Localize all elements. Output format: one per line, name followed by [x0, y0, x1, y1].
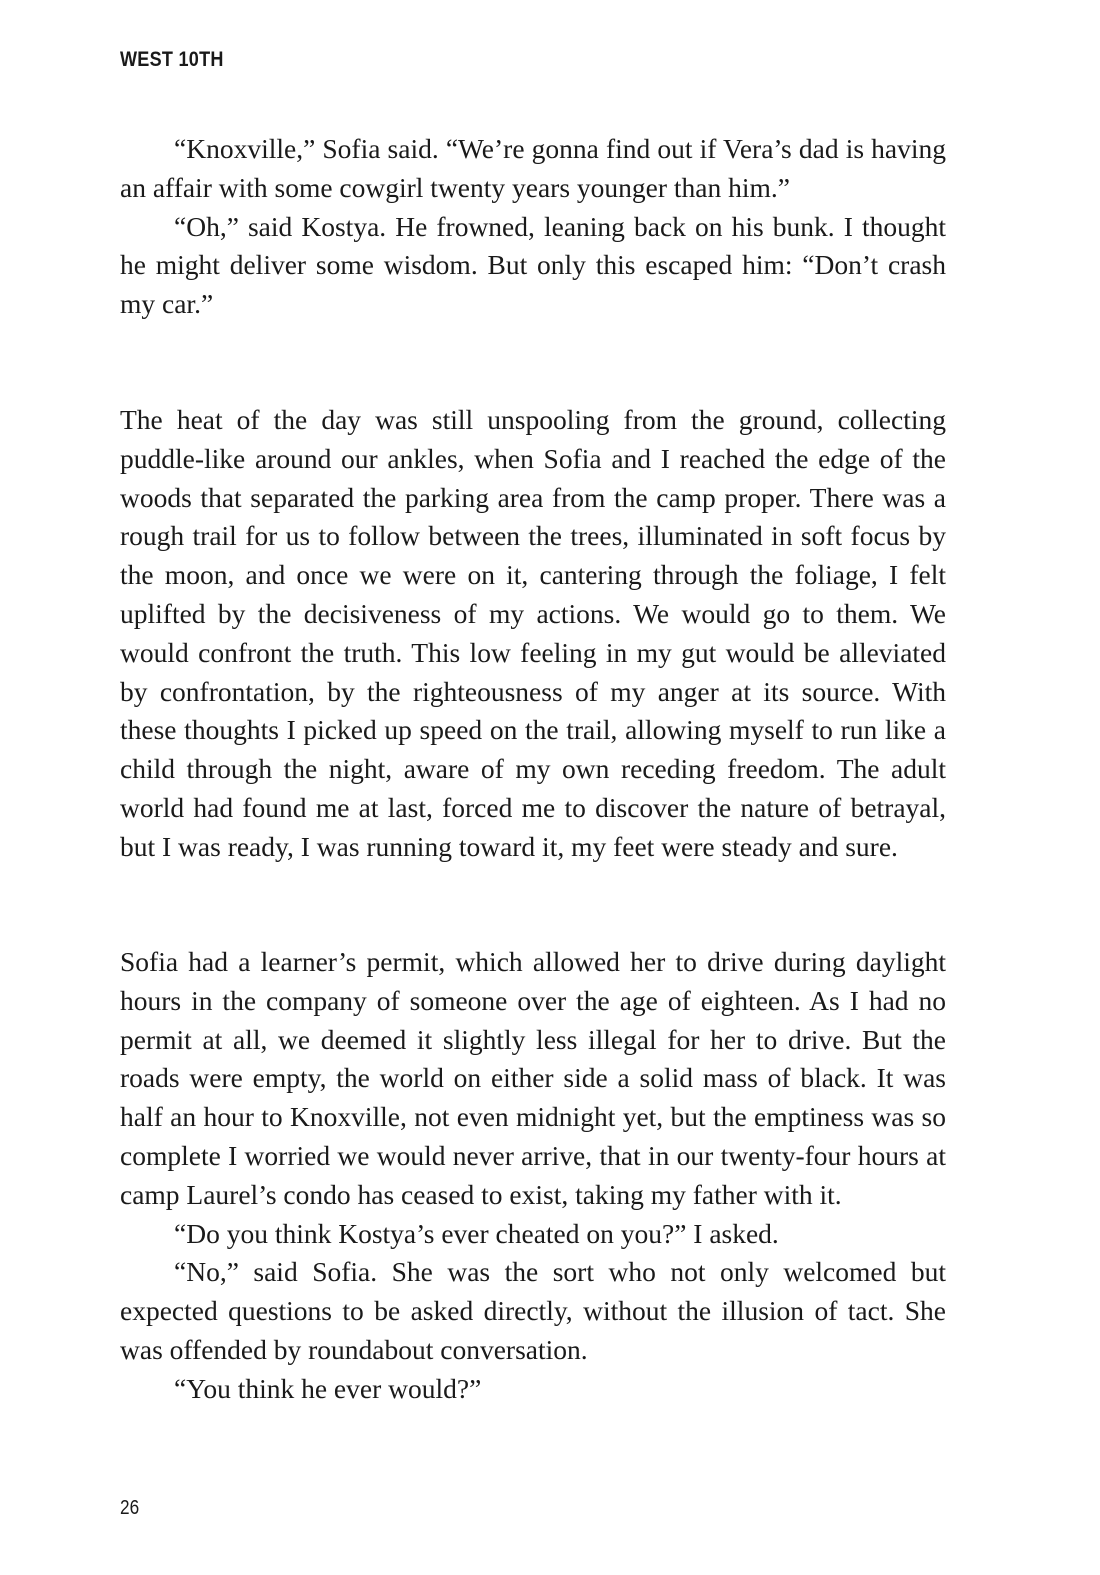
- paragraph: “Do you think Kostya’s ever cheated on you?” I asked.: [174, 1217, 779, 1249]
- paragraph: Sofia had a learner’s permit, which allowed her to drive during daylight hours in the company of someone over the age of eighteen. As I had no permit at all, we deemed it slightly less illegal for her to drive. But the roads were empty, the world on either side a solid mass of black. It was half an hour to Knoxville, not even midnight yet, but the emptiness was so complete I worried we would never arrive, that in our twenty-four hours at camp Laurel’s condo has ceased to exist, taking my father with it.: [120, 946, 946, 1210]
- paragraph: “You think he ever would?”: [174, 1372, 482, 1404]
- page-number: 26: [120, 1497, 140, 1519]
- section-drive-to-knoxville: [120, 943, 946, 1409]
- section-woods-trail: [120, 401, 946, 867]
- section-dialogue-kostya: [120, 130, 946, 324]
- paragraph: “Knoxville,” Sofia said. “We’re gonna find out if Vera’s dad is having an affair with some cowgirl twenty years younger than him.”: [120, 133, 946, 203]
- running-head: WEST 10TH: [120, 48, 224, 71]
- paragraph: The heat of the day was still unspooling from the ground, collecting puddle-like around our ankles, when Sofia and I reached the edge of the woods that separated the parking area from the camp proper. There was a rough trail for us to follow between the trees, illuminated in soft focus by the moon, and once we were on it, cantering through the foliage, I felt uplifted by the decisiveness of my actions. We would go to them. We would confront the truth. This low feeling in my gut would be alleviated by confrontation, by the righteousness of my anger at its source. With these thoughts I picked up speed on the trail, allowing myself to run like a child through the night, aware of my own receding freedom. The adult world had found me at last, forced me to discover the nature of betrayal, but I was ready, I was running toward it, my feet were steady and sure.: [120, 404, 946, 862]
- paragraph: “Oh,” said Kostya. He frowned, leaning back on his bunk. I thought he might deliver some wisdom. But only this escaped him: “Don’t crash my car.”: [120, 210, 946, 320]
- paragraph: “No,” said Sofia. She was the sort who not only welcomed but expected questions to be asked directly, without the illusion of tact. She was offended by roundabout conversation.: [120, 1256, 946, 1365]
